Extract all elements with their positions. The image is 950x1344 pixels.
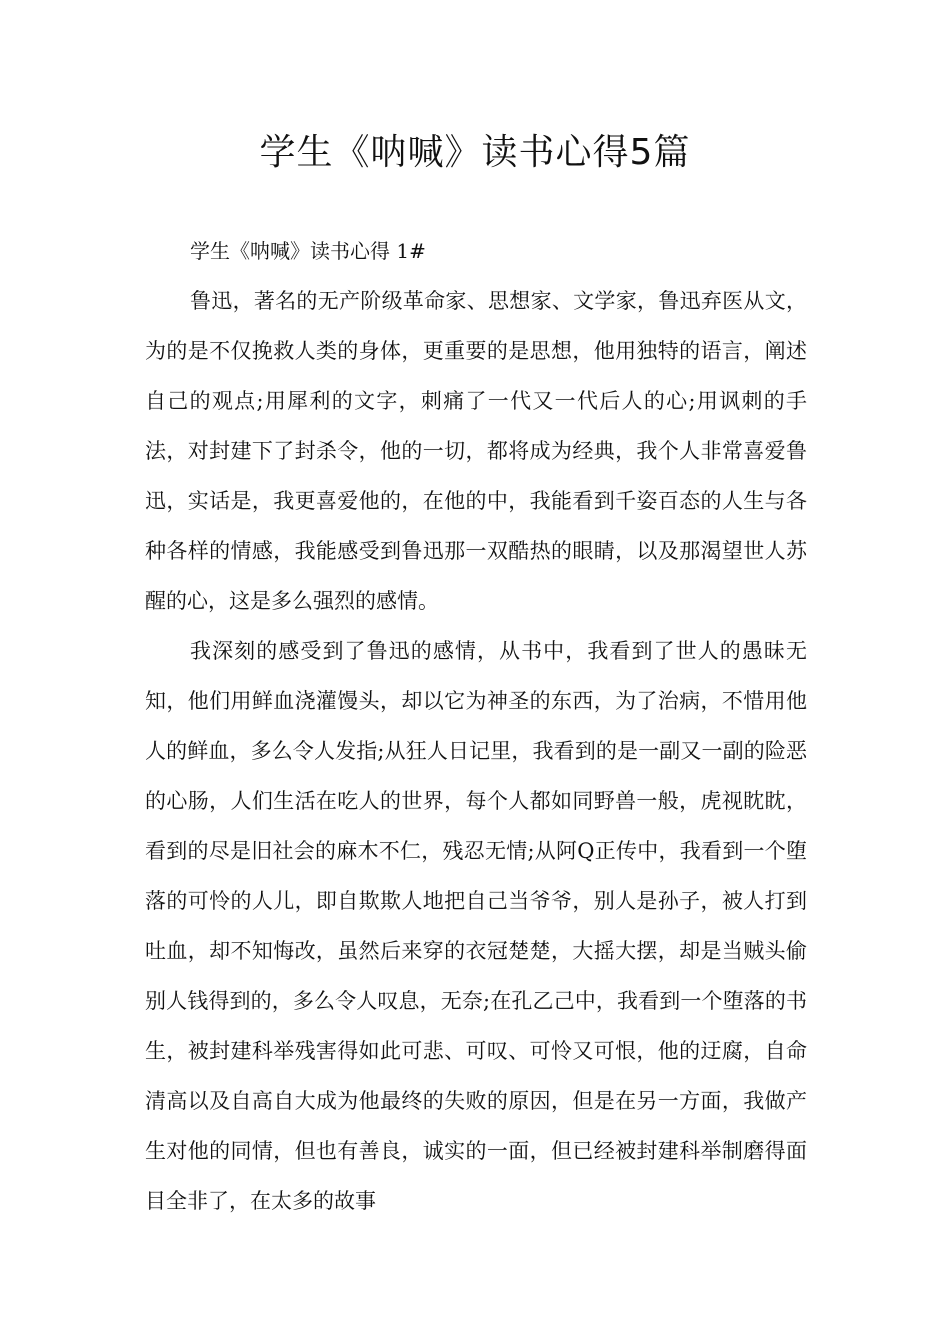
document-body: [145, 226, 807, 1226]
paragraph-1: 鲁迅，著名的无产阶级革命家、思想家、文学家，鲁迅弃医从文，为的是不仅挽救人类的身体，更重要的是思想，他用独特的语言，阐述自己的观点;用犀利的文字，刺痛了一代又一代后人的心;用讽刺的手法，对封建下了封杀令，他的一切，都将成为经典，我个人非常喜爱鲁迅，实话是，我更喜爱他的，在他的中，我能看到千姿百态的人生与各种各样的情感，我能感受到鲁迅那一双酷热的眼睛，以及那渴望世人苏醒的心，这是多么强烈的感情。: [145, 289, 807, 613]
section-heading: 学生《呐喊》读书心得 1#: [190, 239, 426, 263]
paragraph-2: 我深刻的感受到了鲁迅的感情，从书中，我看到了世人的愚昧无知，他们用鲜血浇灌馒头，却以它为神圣的东西，为了治病，不惜用他人的鲜血，多么令人发指;从狂人日记里，我看到的是一副又一副的险恶的心肠，人们生活在吃人的世界，每个人都如同野兽一般，虎视眈眈，看到的尽是旧社会的麻木不仁，残忍无情;从阿Q正传中，我看到一个堕落的可怜的人儿，即自欺欺人地把自己当爷爷，别人是孙子，被人打到吐血，却不知悔改，虽然后来穿的衣冠楚楚，大摇大摆，却是当贼头偷别人钱得到的，多么令人叹息，无奈;在孔乙己中，我看到一个堕落的书生，被封建科举残害得如此可悲、可叹、可怜又可恨，他的迂腐，自命清高以及自高自大成为他最终的失败的原因，但是在另一方面，我做产生对他的同情，但也有善良，诚实的一面，但已经被封建科举制磨得面目全非了，在太多的故事: [145, 639, 807, 1213]
document-title: 学生《呐喊》读书心得5篇: [259, 132, 691, 173]
